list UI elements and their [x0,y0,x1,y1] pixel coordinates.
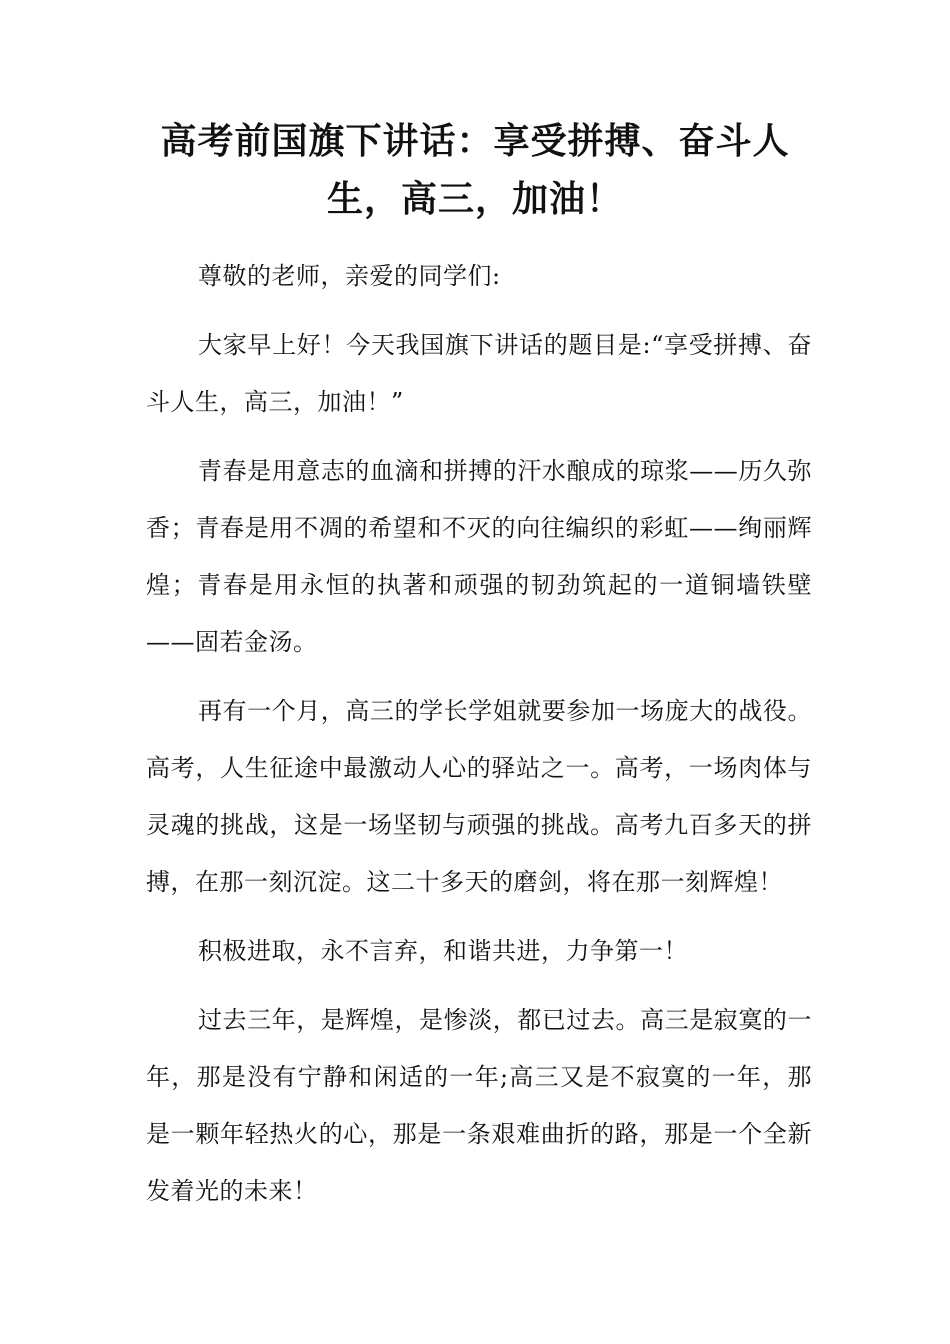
paragraph-past-years: 过去三年，是辉煌，是惨淡，都已过去。高三是寂寞的一年，那是没有宁静和闲适的一年;高三又是不寂寞的一年，那是一颗年轻热火的心，那是一条艰难曲折的路，那是一个全新发着光的未来！ [146,1006,812,1205]
paragraph-intro: 大家早上好！今天我国旗下讲话的题目是:“享受拼搏、奋斗人生，高三，加油！” [146,331,812,416]
paragraph-motto: 积极进取，永不言弃，和谐共进，力争第一！ [198,937,688,965]
document-body [146,248,812,1220]
paragraph-greeting: 尊敬的老师，亲爱的同学们: [198,262,501,290]
paragraph-exam: 再有一个月，高三的学长学姐就要参加一场庞大的战役。高考，人生征途中最激动人心的驿站之一。高考，一场肉体与灵魂的挑战，这是一场坚韧与顽强的挑战。高考九百多天的拼搏，在那一刻沉淀。这二十多天的磨剑，将在那一刻辉煌！ [146,697,812,896]
paragraph-youth: 青春是用意志的血滴和拼搏的汗水酿成的琼浆——历久弥香；青春是用不凋的希望和不灭的向往编织的彩虹——绚丽辉煌；青春是用永恒的执著和顽强的韧劲筑起的一道铜墙铁壁——固若金汤。 [146,457,812,656]
document-title: 高考前国旗下讲话：享受拼搏、奋斗人生，高三，加油！ [160,120,790,220]
